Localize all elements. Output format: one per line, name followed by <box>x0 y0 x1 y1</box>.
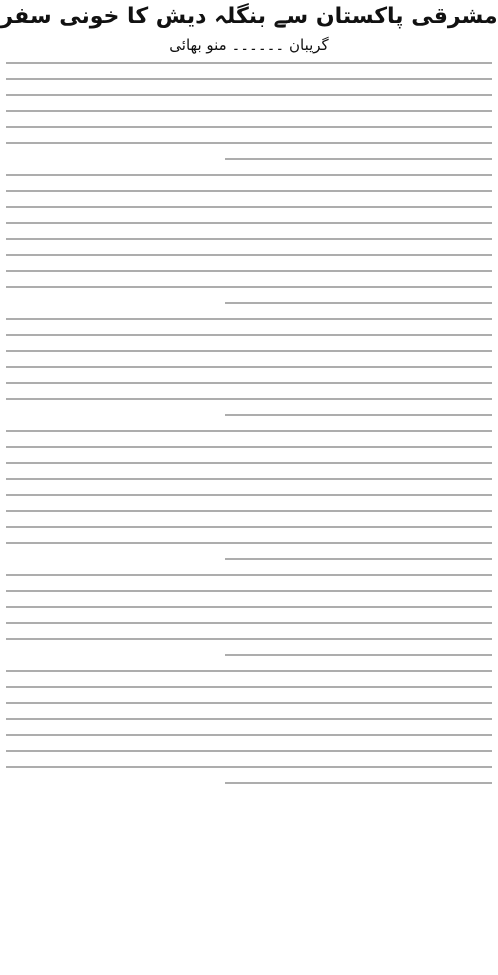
paragraph <box>6 62 492 160</box>
paragraph <box>6 670 492 784</box>
paragraph <box>6 318 492 416</box>
paragraph <box>6 430 492 560</box>
paragraph <box>6 574 492 656</box>
paragraph <box>6 174 492 304</box>
article-byline: گریبان ۔۔۔۔۔۔ منو بھائی <box>169 36 329 54</box>
article-body <box>6 62 492 971</box>
article-headline: مشرقی پاکستان سے بنگلہ دیش کا خونی سفر <box>0 4 498 29</box>
